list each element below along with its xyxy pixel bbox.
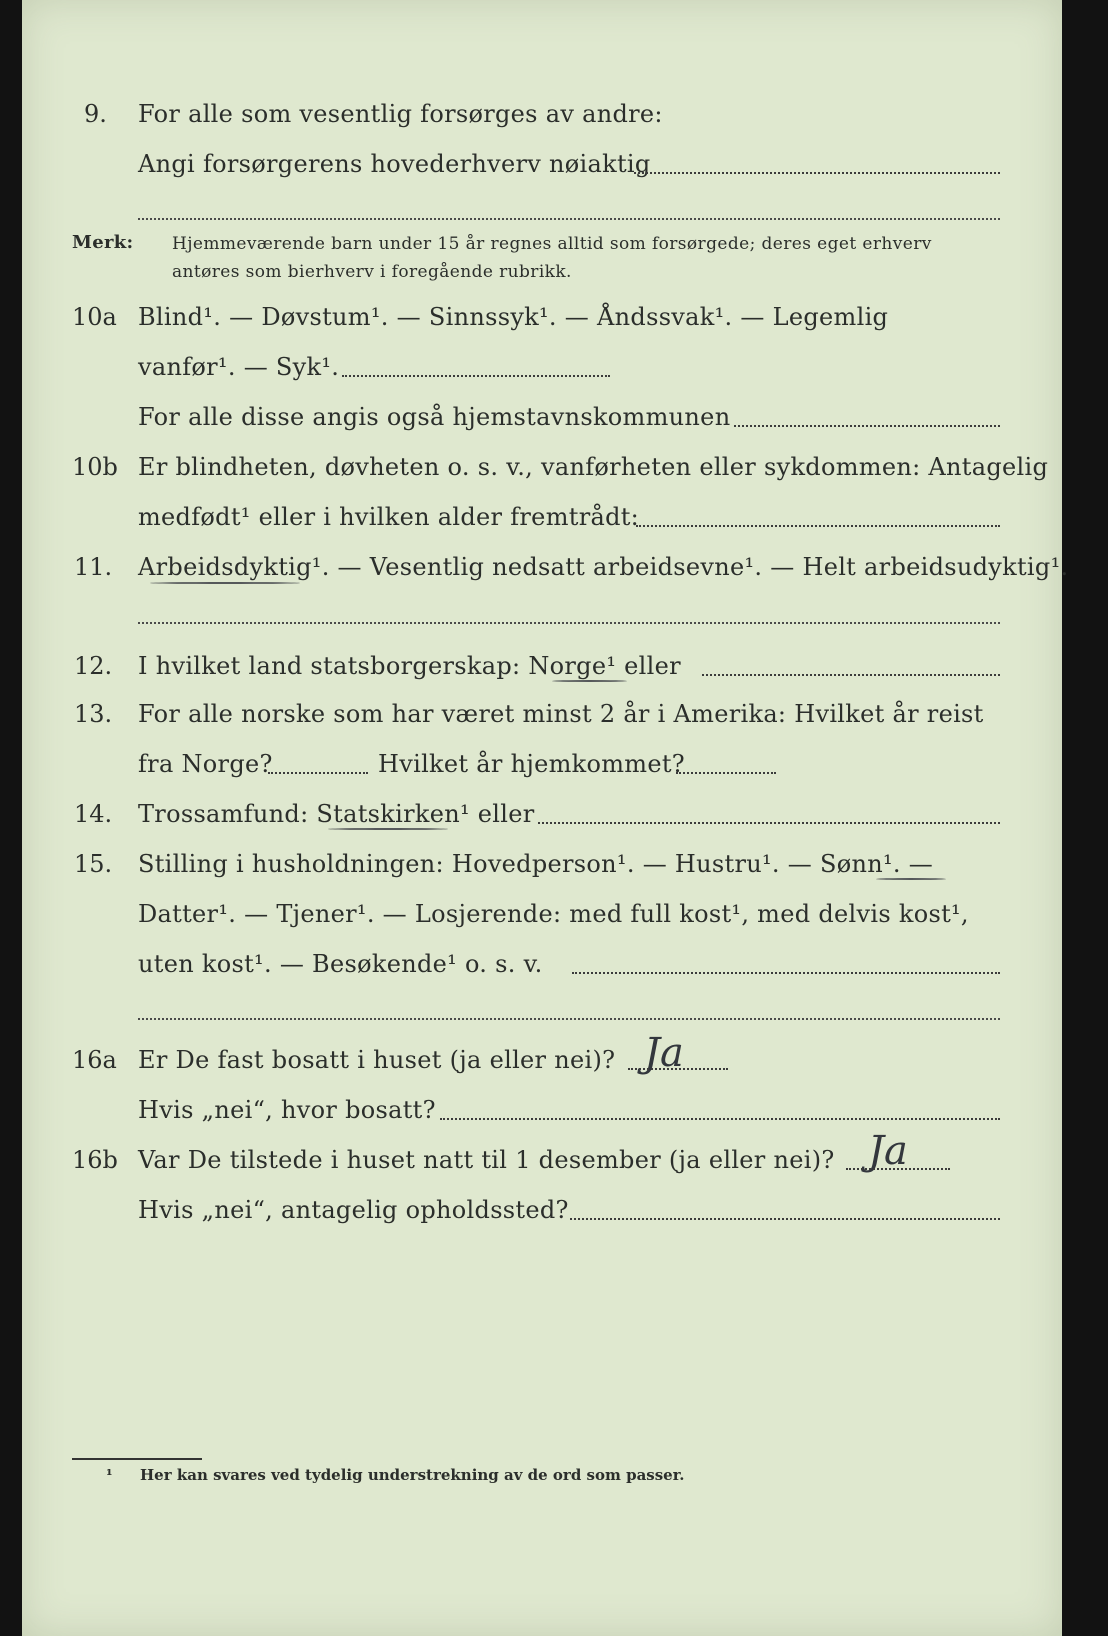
- q11-underline-mark: [150, 582, 300, 584]
- q13-line1: For alle norske som har været minst 2 år i Amerika: Hvilket år reist: [138, 700, 984, 728]
- q9-line2: Angi forsørgerens hovederhverv nøiaktig: [138, 150, 651, 178]
- q15-number: 15.: [74, 850, 113, 878]
- q12-answer-line[interactable]: [702, 674, 1000, 676]
- q9-number: 9.: [84, 100, 107, 128]
- q12-underline-mark: [552, 680, 627, 682]
- q13-hjemkommet-line[interactable]: [676, 772, 776, 774]
- q16b-line2: Hvis „nei“, antagelig opholdssted?: [138, 1196, 569, 1224]
- q9-answer-line-2[interactable]: [138, 218, 1000, 220]
- footnote-mark: ¹: [106, 1466, 113, 1484]
- q14-line1: Trossamfund: Statskirken¹ eller: [138, 800, 535, 828]
- q15-line1: Stilling i husholdningen: Hovedperson¹. — Hustru¹. — Sønn¹. —: [138, 850, 934, 878]
- census-form-page: [22, 0, 1069, 1636]
- q16b-handwritten-answer: Ja: [868, 1128, 908, 1174]
- q13-reist-line[interactable]: [268, 772, 368, 774]
- q16a-line1: Er De fast bosatt i huset (ja eller nei)?: [138, 1046, 616, 1074]
- q13-number: 13.: [74, 700, 113, 728]
- q11-number: 11.: [74, 553, 113, 581]
- q16b-line1: Var De tilstede i huset natt til 1 desember (ja eller nei)?: [138, 1146, 835, 1174]
- q16a-answer-line[interactable]: [628, 1068, 728, 1070]
- q15-answer-line[interactable]: [572, 972, 1000, 974]
- q10b-number: 10b: [72, 453, 118, 481]
- q9-line1: For alle som vesentlig forsørges av andre:: [138, 100, 663, 128]
- q10a-line3: For alle disse angis også hjemstavnskommunen: [138, 403, 731, 431]
- q14-number: 14.: [74, 800, 113, 828]
- footnote-text: Her kan svares ved tydelig understrekning av de ord som passer.: [140, 1466, 685, 1484]
- q9-answer-line[interactable]: [634, 172, 1000, 174]
- q10a-syk-line[interactable]: [342, 375, 610, 377]
- q16b-number: 16b: [72, 1146, 118, 1174]
- q15-underline-mark: [876, 878, 946, 880]
- q10a-line2: vanfør¹. — Syk¹.: [138, 353, 340, 381]
- q16a-bosatt-line[interactable]: [440, 1118, 1000, 1120]
- merk-line2: antøres som bierhverv i foregående rubrikk.: [172, 262, 572, 282]
- q10b-line2: medfødt¹ eller i hvilken alder fremtrådt:: [138, 503, 640, 531]
- q14-answer-line[interactable]: [538, 822, 1000, 824]
- q10a-line1: Blind¹. — Døvstum¹. — Sinnssyk¹. — Åndssvak¹. — Legemlig: [138, 303, 889, 331]
- merk-line1: Hjemmeværende barn under 15 år regnes alltid som forsørgede; deres eget erhverv: [172, 234, 932, 254]
- q11-line1: Arbeidsdyktig¹. — Vesentlig nedsatt arbeidsevne¹. — Helt arbeidsudyktig¹.: [138, 553, 1069, 581]
- q10b-line1: Er blindheten, døvheten o. s. v., vanførheten eller sykdommen: Antagelig: [138, 453, 1049, 481]
- q16a-line2: Hvis „nei“, hvor bosatt?: [138, 1096, 436, 1124]
- q16a-handwritten-answer: Ja: [644, 1030, 684, 1076]
- q15-line3: uten kost¹. — Besøkende¹ o. s. v.: [138, 950, 543, 978]
- q13-line2b: Hvilket år hjemkommet?: [378, 750, 685, 778]
- merk-label: Merk:: [72, 232, 134, 253]
- footnote-divider: [72, 1458, 202, 1460]
- q10a-number: 10a: [72, 303, 117, 331]
- q16a-number: 16a: [72, 1046, 117, 1074]
- q16b-answer-line[interactable]: [846, 1168, 950, 1170]
- q15-line2: Datter¹. — Tjener¹. — Losjerende: med full kost¹, med delvis kost¹,: [138, 900, 969, 928]
- q13-line2a: fra Norge?: [138, 750, 273, 778]
- q10a-hjemstavn-line[interactable]: [734, 425, 1000, 427]
- q15-answer-line-2[interactable]: [138, 1018, 1000, 1020]
- q14-underline-mark: [328, 828, 448, 830]
- q11-answer-line[interactable]: [138, 622, 1000, 624]
- q12-number: 12.: [74, 652, 113, 680]
- q12-line1: I hvilket land statsborgerskap: Norge¹ eller: [138, 652, 681, 680]
- q10b-answer-line[interactable]: [636, 525, 1000, 527]
- q16b-opholdssted-line[interactable]: [570, 1218, 1000, 1220]
